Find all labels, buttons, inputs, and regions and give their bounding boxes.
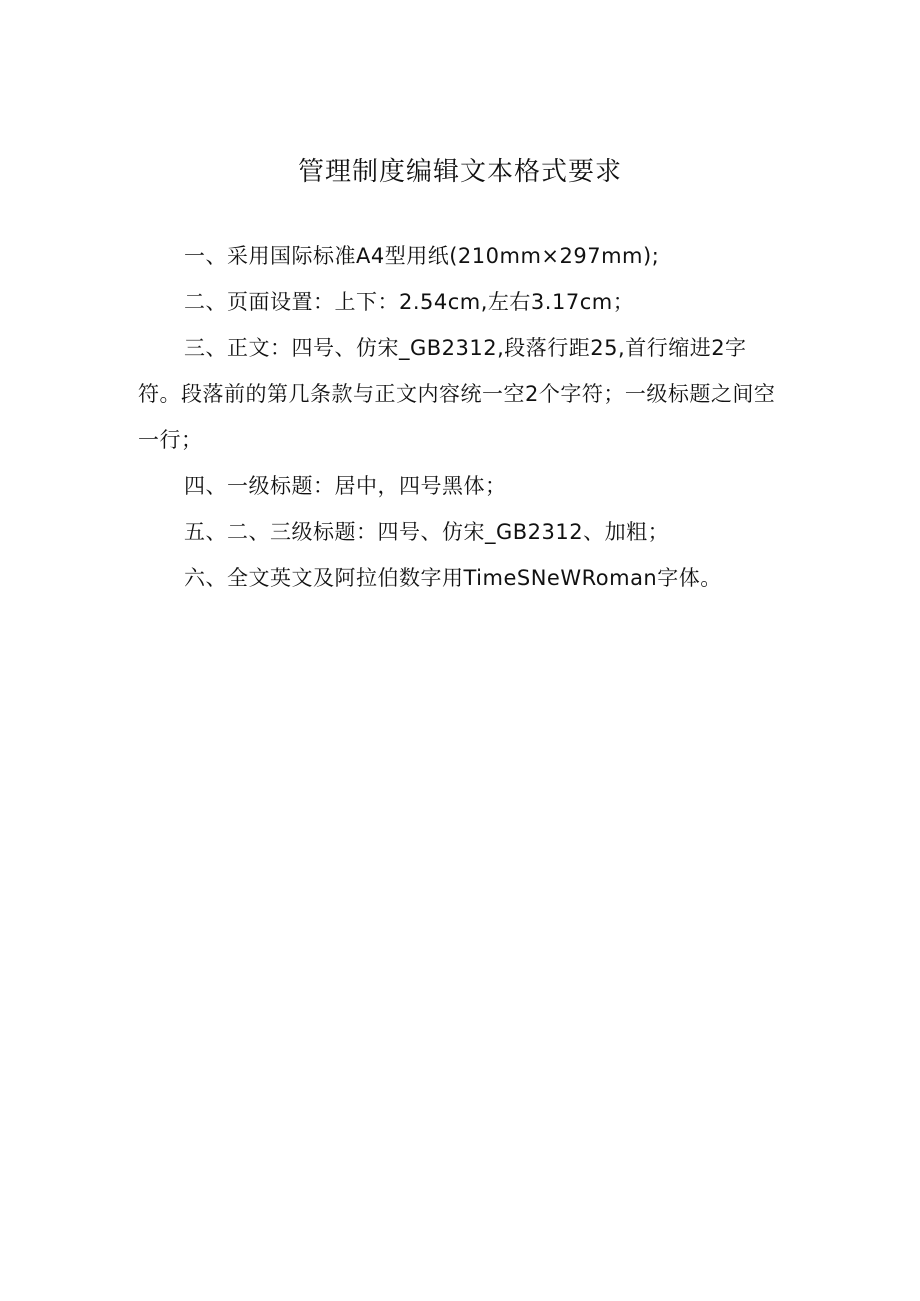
requirement-item-5: 五、二、三级标题：四号、仿宋_GB2312、加粗；: [184, 520, 670, 544]
requirement-item-2: 二、页面设置：上下：2.54cm,左右3.17cm；: [184, 290, 635, 314]
document-title: 管理制度编辑文本格式要求: [297, 157, 622, 187]
requirement-item-1: 一、采用国际标准A4型用纸(210mm×297mm);: [184, 244, 660, 268]
requirement-item-4: 四、一级标题：居中，四号黑体；: [184, 474, 507, 498]
document-body: [138, 233, 788, 601]
requirement-item-6: 六、全文英文及阿拉伯数字用TimeSNeWRoman字体。: [184, 566, 722, 590]
requirement-item-3: 三、正文：四号、仿宋_GB2312,段落行距25,首行缩进2字符。段落前的第几条款与正文内容统一空2个字符；一级标题之间空一行；: [138, 336, 776, 452]
